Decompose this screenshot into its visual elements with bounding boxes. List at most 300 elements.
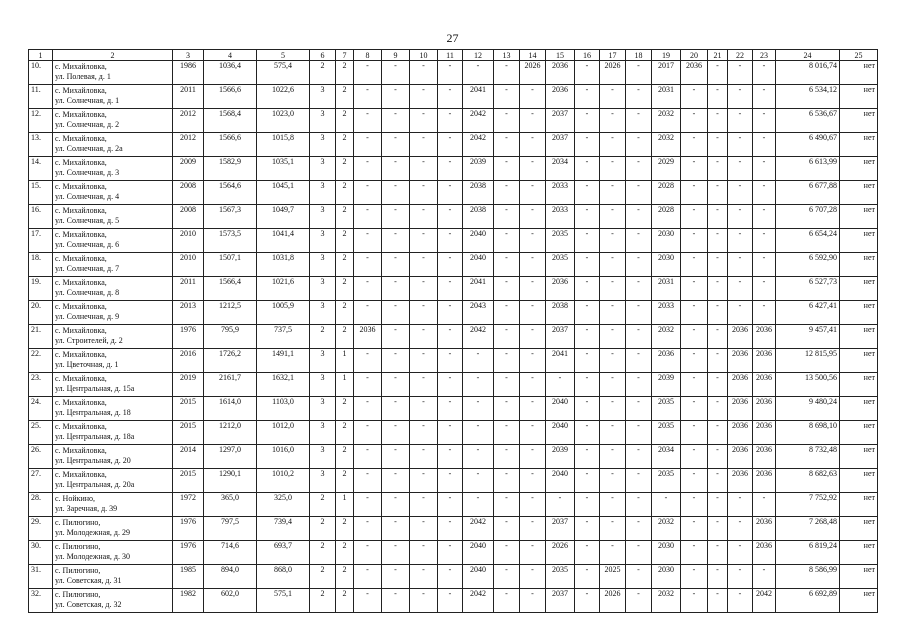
data-cell: - [626,109,652,133]
data-cell: 2 [310,589,336,613]
address-street: ул. Солнечная, д. 2 [55,120,120,129]
data-cell: - [575,157,600,181]
address-cell [53,589,173,613]
data-cell: - [681,349,708,373]
data-cell: - [600,469,626,493]
table-row [29,517,878,541]
data-cell: - [382,277,410,301]
data-cell: 795,9 [204,325,257,349]
data-cell: - [708,61,728,85]
status-cell: нет [840,469,878,493]
address-settlement: с. Михайловка, [55,206,107,215]
data-cell: - [600,373,626,397]
data-cell: - [753,85,776,109]
data-cell: 2043 [463,301,494,325]
address-settlement: с. Михайловка, [55,254,107,263]
data-cell: - [753,253,776,277]
data-cell: - [354,133,382,157]
data-cell: 2036 [728,445,753,469]
data-cell: 2030 [652,565,681,589]
table-row [29,565,878,589]
data-cell: 2 [310,61,336,85]
data-cell: - [681,109,708,133]
data-cell: 3 [310,397,336,421]
column-number-header: 20 [681,50,708,61]
address-settlement: с. Михайловка, [55,230,107,239]
data-cell: - [575,85,600,109]
address-settlement: с. Михайловка, [55,134,107,143]
data-cell: - [708,229,728,253]
data-cell: 2 [336,325,354,349]
data-cell: - [494,517,520,541]
data-cell: 2037 [546,517,575,541]
data-cell: - [600,421,626,445]
data-cell: - [354,301,382,325]
data-cell: 2040 [463,565,494,589]
data-cell: - [494,397,520,421]
data-cell: - [600,541,626,565]
address-settlement: с. Нойкино, [55,494,96,503]
cost-cell: 6 527,73 [776,277,840,301]
cost-cell: 7 268,48 [776,517,840,541]
data-cell: 2011 [173,85,204,109]
data-cell: - [708,541,728,565]
cost-cell: 8 732,48 [776,445,840,469]
data-cell: 3 [310,205,336,229]
data-cell: - [382,205,410,229]
data-cell: - [354,445,382,469]
column-number-header: 14 [520,50,546,61]
data-cell: - [575,589,600,613]
data-cell: - [681,421,708,445]
data-cell: - [728,109,753,133]
data-cell: - [382,229,410,253]
data-cell: 2041 [546,349,575,373]
data-cell: - [382,445,410,469]
address-cell [53,253,173,277]
data-cell: - [520,157,546,181]
data-cell: 1103,0 [257,397,310,421]
data-cell: - [626,445,652,469]
data-cell: - [708,157,728,181]
data-cell: 1290,1 [204,469,257,493]
data-cell: 2010 [173,253,204,277]
column-number-header: 9 [382,50,410,61]
data-cell: 602,0 [204,589,257,613]
data-cell: 2039 [546,445,575,469]
address-cell [53,109,173,133]
data-cell: 2 [336,229,354,253]
address-street: ул. Солнечная, д. 6 [55,240,120,249]
data-cell: - [708,589,728,613]
data-cell: - [575,181,600,205]
data-cell: - [626,205,652,229]
address-cell [53,565,173,589]
data-cell: - [600,253,626,277]
data-cell: - [600,325,626,349]
page-number: 27 [446,31,459,45]
data-cell: 2 [310,325,336,349]
data-cell: - [410,205,438,229]
data-cell: 2031 [652,277,681,301]
data-cell: 894,0 [204,565,257,589]
data-cell: 2040 [546,421,575,445]
cost-cell: 8 698,10 [776,421,840,445]
cost-cell: 9 480,24 [776,397,840,421]
data-cell: - [520,133,546,157]
cost-cell: 6 592,90 [776,253,840,277]
column-number-header: 17 [600,50,626,61]
cost-cell: 6 613,99 [776,157,840,181]
data-cell: 2035 [652,397,681,421]
data-cell: - [626,85,652,109]
data-cell: - [438,397,463,421]
data-cell: - [600,301,626,325]
data-cell: - [600,229,626,253]
data-cell: - [708,469,728,493]
data-cell: 2036 [753,349,776,373]
data-cell: - [410,565,438,589]
data-cell: - [626,421,652,445]
data-cell: - [600,493,626,517]
cost-cell: 8 016,74 [776,61,840,85]
data-cell: - [626,565,652,589]
data-cell: 2035 [546,253,575,277]
data-cell: 2011 [173,277,204,301]
data-cell: 2026 [520,61,546,85]
row-number: 27. [29,469,53,493]
data-cell: - [494,253,520,277]
data-cell: - [410,421,438,445]
data-cell: - [382,421,410,445]
data-cell: - [494,301,520,325]
data-cell: - [520,277,546,301]
data-cell: - [354,229,382,253]
address-street: ул. Солнечная, д. 1 [55,96,120,105]
data-cell: 2032 [652,325,681,349]
address-street: ул. Солнечная, д. 8 [55,288,120,297]
data-cell: - [728,589,753,613]
data-cell: - [753,565,776,589]
data-cell: 1041,4 [257,229,310,253]
data-cell: 2016 [173,349,204,373]
row-number: 22. [29,349,53,373]
address-street: ул. Солнечная, д. 4 [55,192,120,201]
data-cell: - [354,397,382,421]
address-cell [53,133,173,157]
data-cell: 737,5 [257,325,310,349]
data-cell: - [681,589,708,613]
data-cell: 3 [310,229,336,253]
table-row [29,493,878,517]
data-cell: 1023,0 [257,109,310,133]
data-cell: - [575,517,600,541]
data-cell: - [520,325,546,349]
data-cell: - [728,61,753,85]
data-cell: 1986 [173,61,204,85]
data-cell: 2017 [652,61,681,85]
data-cell: - [681,565,708,589]
data-cell: - [575,253,600,277]
data-cell: - [438,373,463,397]
data-cell: - [728,85,753,109]
data-cell: 2030 [652,541,681,565]
data-cell: - [626,253,652,277]
address-street: ул. Центральная, д. 20 [55,456,131,465]
data-cell: 2038 [546,301,575,325]
data-cell: - [753,229,776,253]
data-cell: - [463,421,494,445]
data-cell: 2 [336,277,354,301]
row-number: 10. [29,61,53,85]
address-settlement: с. Михайловка, [55,326,107,335]
table-row [29,157,878,181]
data-cell: - [382,109,410,133]
address-street: ул. Центральная, д. 18а [55,432,135,441]
data-cell: - [382,397,410,421]
data-cell: - [728,277,753,301]
data-cell: 2015 [173,469,204,493]
data-cell: - [494,229,520,253]
data-cell: 1614,0 [204,397,257,421]
data-cell: - [520,85,546,109]
address-cell [53,181,173,205]
data-cell: 2035 [652,469,681,493]
data-cell: - [520,349,546,373]
data-cell: 2 [336,541,354,565]
data-cell: - [753,133,776,157]
data-cell: - [708,397,728,421]
column-number-header: 15 [546,50,575,61]
data-cell: - [354,181,382,205]
data-cell: - [708,325,728,349]
data-cell: - [728,253,753,277]
data-cell: - [753,109,776,133]
data-cell: 868,0 [257,565,310,589]
address-cell [53,229,173,253]
cost-cell: 6 677,88 [776,181,840,205]
data-cell: 3 [310,109,336,133]
data-cell: 2 [336,205,354,229]
data-cell: 2 [336,301,354,325]
data-cell: 2037 [546,109,575,133]
data-cell: 1632,1 [257,373,310,397]
address-street: ул. Молодежная, д. 30 [55,552,130,561]
data-cell: 2039 [463,157,494,181]
table-row [29,373,878,397]
data-cell: - [438,133,463,157]
data-cell: 1010,2 [257,469,310,493]
data-cell: - [410,133,438,157]
data-cell: - [382,301,410,325]
data-cell: - [681,541,708,565]
column-number-header: 4 [204,50,257,61]
data-cell: 2035 [546,229,575,253]
data-cell: 2036 [728,325,753,349]
cost-cell: 9 457,41 [776,325,840,349]
address-settlement: с. Михайловка, [55,302,107,311]
data-cell: - [600,133,626,157]
data-cell: 2010 [173,229,204,253]
data-cell: - [382,373,410,397]
cost-cell: 6 427,41 [776,301,840,325]
data-cell: 2036 [753,469,776,493]
address-street: ул. Солнечная, д. 7 [55,264,120,273]
data-cell: - [728,157,753,181]
address-cell [53,325,173,349]
data-cell: - [753,181,776,205]
data-cell: 3 [310,277,336,301]
address-street: ул. Центральная, д. 20а [55,480,135,489]
data-cell: - [438,301,463,325]
data-cell: - [354,85,382,109]
data-cell: - [354,541,382,565]
row-number: 19. [29,277,53,301]
data-cell: - [753,61,776,85]
data-cell: - [600,85,626,109]
data-cell: 1491,1 [257,349,310,373]
data-cell: 2041 [463,277,494,301]
cost-cell: 6 707,28 [776,205,840,229]
data-cell: - [600,397,626,421]
data-cell: - [546,493,575,517]
address-cell [53,301,173,325]
data-cell: 2042 [463,109,494,133]
data-cell: - [600,349,626,373]
data-cell: 3 [310,253,336,277]
data-cell: 2030 [652,253,681,277]
address-settlement: с. Михайловка, [55,110,107,119]
address-cell [53,493,173,517]
data-cell: 1566,6 [204,133,257,157]
data-cell: - [652,493,681,517]
data-cell: 575,1 [257,589,310,613]
data-cell: 2031 [652,85,681,109]
table-body [29,50,878,613]
address-street: ул. Советская, д. 31 [55,576,122,585]
column-number-header: 16 [575,50,600,61]
data-cell: - [494,157,520,181]
data-cell: - [494,325,520,349]
data-cell: - [728,205,753,229]
data-cell: 3 [310,181,336,205]
column-number-header: 3 [173,50,204,61]
data-cell: - [494,373,520,397]
data-cell: - [520,301,546,325]
data-cell: 1031,8 [257,253,310,277]
status-cell: нет [840,253,878,277]
data-cell: - [382,133,410,157]
data-cell: - [410,109,438,133]
data-cell: 2030 [652,229,681,253]
data-cell: - [575,109,600,133]
data-cell: 1212,5 [204,301,257,325]
data-cell: - [410,325,438,349]
address-settlement: с. Михайловка, [55,86,107,95]
data-cell: 2040 [463,253,494,277]
data-cell: 2036 [753,325,776,349]
status-cell: нет [840,61,878,85]
data-cell: - [626,589,652,613]
data-cell: 2032 [652,109,681,133]
data-cell: - [708,565,728,589]
data-cell: - [382,493,410,517]
column-number-header: 10 [410,50,438,61]
address-street: ул. Полевая, д. 1 [55,72,111,81]
status-cell: нет [840,565,878,589]
data-cell: - [494,181,520,205]
data-cell: 2 [336,565,354,589]
data-cell: - [354,469,382,493]
data-cell: - [575,205,600,229]
address-street: ул. Солнечная, д. 9 [55,312,120,321]
row-number: 16. [29,205,53,229]
address-settlement: с. Михайловка, [55,422,107,431]
status-cell: нет [840,493,878,517]
data-cell: - [382,541,410,565]
data-cell: 575,4 [257,61,310,85]
data-cell: 2012 [173,109,204,133]
data-cell: - [708,133,728,157]
data-cell: 2 [310,565,336,589]
status-cell: нет [840,205,878,229]
data-cell: - [382,325,410,349]
address-street: ул. Центральная, д. 15а [55,384,135,393]
data-cell: 2019 [173,373,204,397]
data-cell: - [382,349,410,373]
data-cell: - [382,253,410,277]
data-cell: - [438,109,463,133]
data-cell: - [410,349,438,373]
data-cell: - [600,277,626,301]
data-cell: - [438,205,463,229]
data-cell: - [728,541,753,565]
data-cell: - [438,469,463,493]
row-number: 21. [29,325,53,349]
data-cell: 1726,2 [204,349,257,373]
data-cell: - [681,373,708,397]
table-row [29,61,878,85]
row-number: 29. [29,517,53,541]
address-cell [53,469,173,493]
address-cell [53,373,173,397]
row-number: 11. [29,85,53,109]
address-cell [53,397,173,421]
cost-cell: 8 682,63 [776,469,840,493]
data-cell: - [520,373,546,397]
data-cell: 2036 [753,445,776,469]
data-cell: - [753,205,776,229]
data-cell: 2015 [173,421,204,445]
data-cell: 2039 [652,373,681,397]
data-cell: 2040 [546,397,575,421]
row-number: 24. [29,397,53,421]
data-cell: - [575,493,600,517]
data-cell: 1212,0 [204,421,257,445]
data-cell: - [463,349,494,373]
row-number: 12. [29,109,53,133]
data-cell: - [626,157,652,181]
data-cell: - [438,445,463,469]
address-settlement: с. Пилюгино, [55,518,101,527]
data-cell: 2037 [546,589,575,613]
table-row [29,445,878,469]
data-cell: 2036 [652,349,681,373]
status-cell: нет [840,517,878,541]
data-cell: 1036,4 [204,61,257,85]
data-cell: - [728,493,753,517]
data-cell: - [626,229,652,253]
